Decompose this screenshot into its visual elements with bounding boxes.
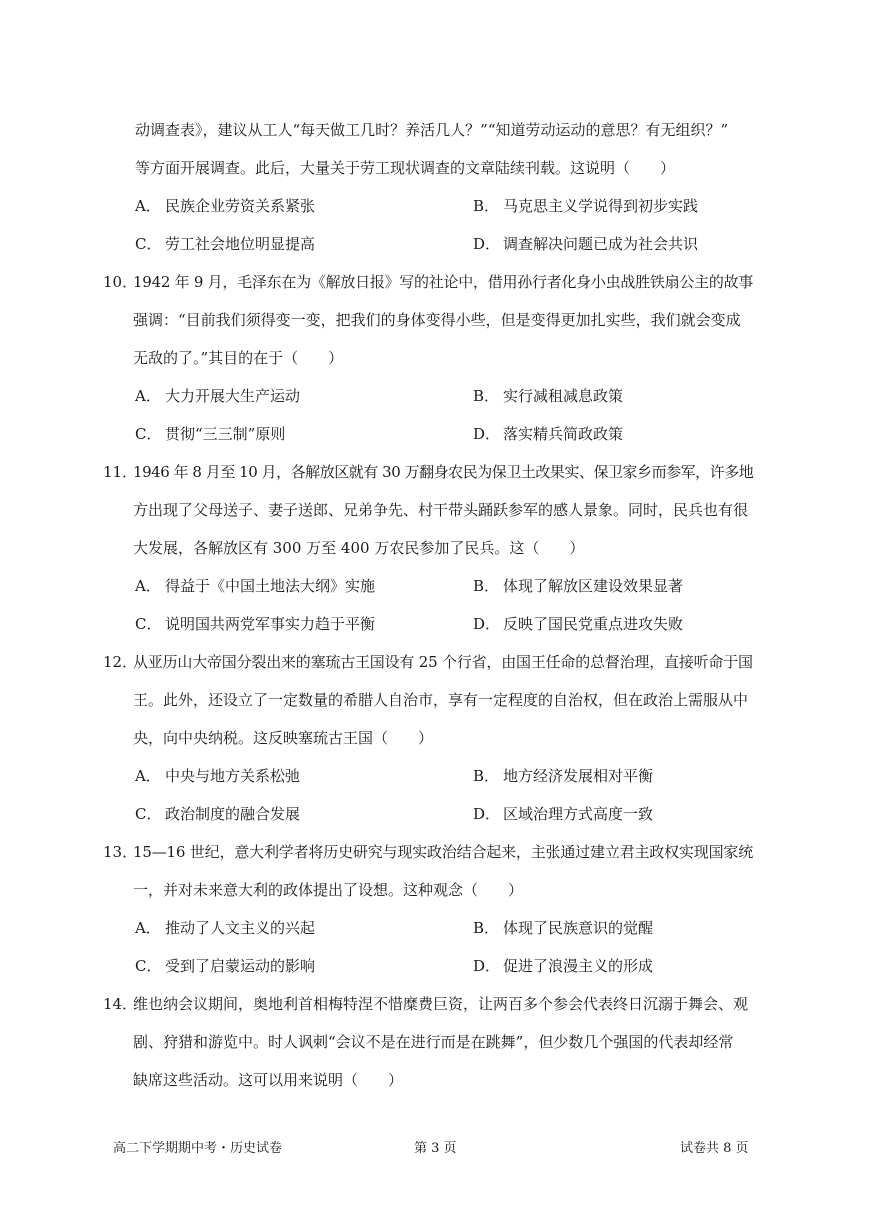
option-d: [473, 234, 698, 254]
question-number: 11．: [103, 463, 138, 481]
option-label: C．: [135, 235, 162, 253]
question-number: 13．: [103, 843, 138, 861]
option-text: 劳工社会地位明显提高: [165, 235, 316, 253]
option-d: [473, 614, 683, 634]
option-a: [135, 918, 315, 938]
option-b: [473, 766, 653, 786]
option-text: 得益于《中国土地法大纲》实施: [165, 577, 376, 595]
option-a: [135, 766, 300, 786]
option-text: 大力开展大生产运动: [165, 387, 301, 405]
question-number: 10．: [103, 273, 138, 291]
option-label: B．: [473, 197, 500, 215]
question-text-line: 大发展，各解放区有 300 万至 400 万农民参加了民兵。这（ ）: [133, 539, 585, 557]
option-b: [473, 918, 653, 938]
option-text: 推动了人文主义的兴起: [165, 919, 316, 937]
footer-total-pages: 试卷共 8 页: [680, 1141, 749, 1156]
option-label: B．: [473, 577, 500, 595]
question-text-line: 央，向中央纳税。这反映塞琉古王国（ ）: [133, 729, 434, 747]
option-b: [473, 576, 683, 596]
option-label: C．: [135, 425, 162, 443]
option-text: 民族企业劳资关系紧张: [165, 197, 316, 215]
option-label: C．: [135, 615, 162, 633]
option-text: 落实精兵简政政策: [503, 425, 624, 443]
option-label: A．: [135, 919, 161, 937]
question-number: 12．: [103, 653, 138, 671]
option-a: [135, 196, 315, 216]
option-text: 促进了浪漫主义的形成: [503, 957, 654, 975]
question-text-line: 王。此外，还设立了一定数量的希腊人自治市，享有一定程度的自治权，但在政治上需服从中: [133, 691, 749, 709]
footer-exam-title: 高二下学期期中考・历史试卷: [113, 1141, 283, 1156]
option-a: [135, 386, 300, 406]
option-text: 实行减租减息政策: [503, 387, 624, 405]
option-text: 体现了解放区建设效果显著: [503, 577, 684, 595]
option-label: D．: [473, 957, 501, 975]
option-label: B．: [473, 767, 500, 785]
question-text-line: 强调：“目前我们须得变一变，把我们的身体变得小些，但是变得更加扎实些，我们就会变成: [133, 311, 741, 329]
option-text: 中央与地方关系松弛: [165, 767, 301, 785]
option-text: 区域治理方式高度一致: [503, 805, 654, 823]
option-a: [135, 576, 375, 596]
question-number: 14．: [103, 995, 138, 1013]
option-c: [135, 234, 315, 254]
option-c: [135, 956, 315, 976]
option-text: 调查解决问题已成为社会共识: [503, 235, 699, 253]
question-text-line: 1946 年 8 月至 10 月，各解放区就有 30 万翻身农民为保卫土改果实、保卫家乡而参军，许多地: [133, 463, 754, 481]
question-text-line: 剧、狩猎和游览中。时人讽刺“会议不是在进行而是在跳舞”，但少数几个强国的代表却经常: [133, 1033, 734, 1051]
question-text-line: 一，并对未来意大利的政体提出了设想。这种观念（ ）: [133, 881, 524, 899]
option-label: D．: [473, 805, 501, 823]
option-label: B．: [473, 919, 500, 937]
option-label: C．: [135, 805, 162, 823]
option-b: [473, 196, 698, 216]
question-text-line: 动调查表》，建议从工人“每天做工几时？养活几人？”“知道劳动运动的意思？有无组织？”: [135, 121, 729, 139]
option-text: 马克思主义学说得到初步实践: [503, 197, 699, 215]
option-text: 体现了民族意识的觉醒: [503, 919, 654, 937]
option-label: A．: [135, 577, 161, 595]
question-text-line: 1942 年 9 月，毛泽东在为《解放日报》写的社论中，借用孙行者化身小虫战胜铁扇公主的故事: [133, 273, 754, 291]
option-text: 政治制度的融合发展: [165, 805, 301, 823]
question-text-line: 无敌的了。”其目的在于（ ）: [133, 349, 344, 367]
question-text-line: 维也纳会议期间，奥地利首相梅特涅不惜糜费巨资，让两百多个参会代表终日沉溺于舞会、观: [133, 995, 749, 1013]
question-text-line: 等方面开展调查。此后，大量关于劳工现状调查的文章陆续刊载。这说明（ ）: [135, 159, 676, 177]
option-c: [135, 424, 285, 444]
option-label: C．: [135, 957, 162, 975]
question-text-line: 从亚历山大帝国分裂出来的塞琉古王国设有 25 个行省，由国王任命的总督治理，直接听命于国: [133, 653, 753, 671]
option-label: A．: [135, 387, 161, 405]
option-d: [473, 804, 653, 824]
option-text: 地方经济发展相对平衡: [503, 767, 654, 785]
option-text: 贯彻“三三制”原则: [165, 425, 286, 443]
option-d: [473, 424, 623, 444]
option-label: D．: [473, 615, 501, 633]
footer-page-number: 第 3 页: [414, 1141, 457, 1156]
option-d: [473, 956, 653, 976]
option-b: [473, 386, 623, 406]
question-text-line: 15—16 世纪，意大利学者将历史研究与现实政治结合起来，主张通过建立君主政权实现国家统: [133, 843, 754, 861]
option-text: 说明国共两党军事实力趋于平衡: [165, 615, 376, 633]
option-text: 反映了国民党重点进攻失败: [503, 615, 684, 633]
option-label: A．: [135, 767, 161, 785]
question-text-line: 缺席这些活动。这可以用来说明（ ）: [133, 1071, 404, 1089]
question-text-line: 方出现了父母送子、妻子送郎、兄弟争先、村干带头踊跃参军的感人景象。同时，民兵也有很: [133, 501, 749, 519]
option-label: D．: [473, 235, 501, 253]
option-label: D．: [473, 425, 501, 443]
option-text: 受到了启蒙运动的影响: [165, 957, 316, 975]
option-c: [135, 804, 300, 824]
option-c: [135, 614, 375, 634]
option-label: A．: [135, 197, 161, 215]
option-label: B．: [473, 387, 500, 405]
